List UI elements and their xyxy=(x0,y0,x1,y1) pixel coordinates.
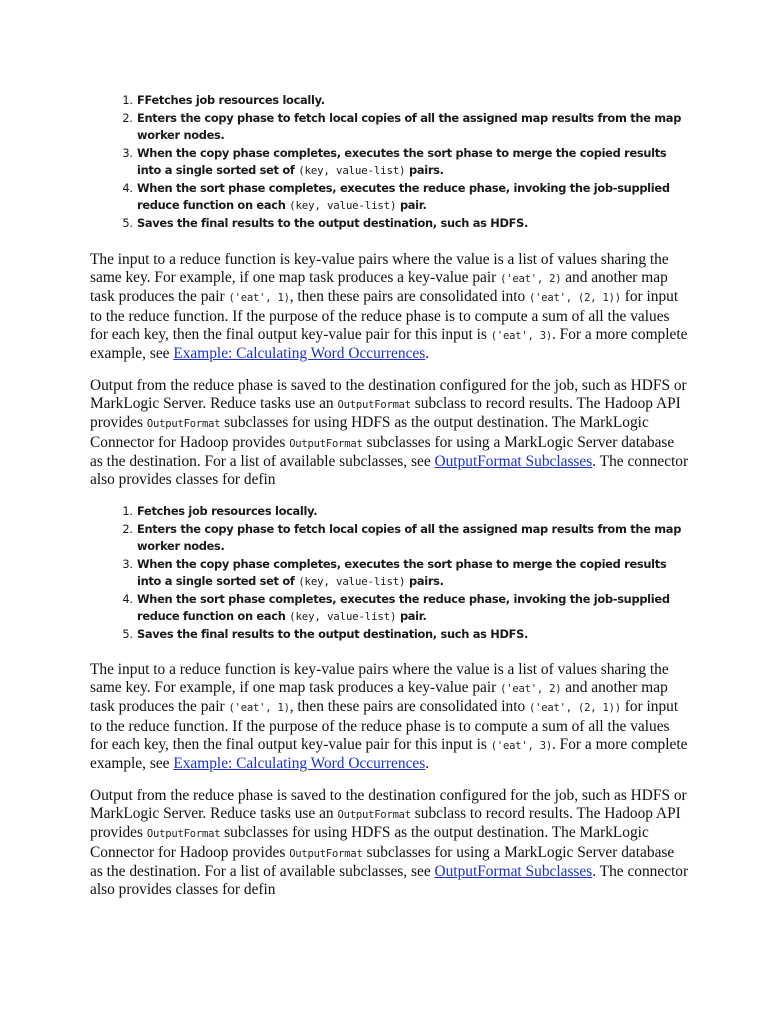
link-outputformat-subclasses[interactable]: OutputFormat Subclasses xyxy=(434,452,593,470)
code-snippet: (key, value-list) xyxy=(298,575,406,588)
steps-list-1 xyxy=(90,92,690,232)
code-snippet: (key, value-list) xyxy=(289,610,397,623)
paragraph-reduce-output: Output from the reduce phase is saved to the destination configured for the job, such as HDFS or MarkLogic Server. Reduce tasks use an OutputFormat subclass to record results. The Hadoop API provides OutputFormat subclasses for using HDFS as the output destination. The MarkLogic Connector for Hadoop provides OutputFormat subclasses for using a MarkLogic Server database as the destination. For a list of available subclasses, see OutputFormat Subclasses. The connector also provides classes for defin xyxy=(90,787,689,899)
code-snippet: ('eat', 2) xyxy=(500,273,562,286)
code-snippet: OutputFormat xyxy=(337,809,411,822)
code-snippet: ('eat', (2, 1)) xyxy=(529,702,621,715)
steps-list-1-wrapper xyxy=(90,92,690,232)
code-snippet: (key, value-list) xyxy=(298,164,406,177)
step-item: 2. Enters the copy phase to fetch local copies of all the assigned map results from the map worker nodes. xyxy=(136,521,690,556)
step-item: 1. Fetches job resources locally. xyxy=(136,503,690,521)
link-word-occurrences[interactable]: Example: Calculating Word Occurrences xyxy=(173,345,426,363)
code-snippet: (key, value-list) xyxy=(289,199,397,212)
code-snippet: ('eat', 3) xyxy=(490,329,552,342)
code-snippet: ('eat', 3) xyxy=(490,739,552,752)
step-item: 2. Enters the copy phase to fetch local copies of all the assigned map results from the map worker nodes. xyxy=(136,110,690,145)
code-snippet: OutputFormat xyxy=(146,418,221,431)
step-item: 5. Saves the final results to the output destination, such as HDFS. xyxy=(136,215,690,233)
steps-list-2-wrapper xyxy=(90,503,690,643)
step-item: 4. When the sort phase completes, executes the reduce phase, invoking the job-supplied reduce function on each (key, value-list) pair. xyxy=(136,591,690,626)
paragraph-reduce-input-1-wrapper xyxy=(90,251,690,363)
paragraph-reduce-output: Output from the reduce phase is saved to the destination configured for the job, such as HDFS or MarkLogic Server. Reduce tasks use an OutputFormat subclass to record results. The Hadoop API provides OutputFormat subclasses for using HDFS as the output destination. The MarkLogic Connector for Hadoop provides OutputFormat subclasses for using a MarkLogic Server database as the destination. For a list of available subclasses, see OutputFormat Subclasses. The connector also provides classes for defin xyxy=(90,377,689,489)
step-item: 5. Saves the final results to the output destination, such as HDFS. xyxy=(136,626,690,644)
paragraph-reduce-output-1-wrapper xyxy=(90,377,690,489)
step-item: 3. When the copy phase completes, executes the sort phase to merge the copied results into a single sorted set of (key, value-list) pairs. xyxy=(136,145,690,180)
step-item: 3. When the copy phase completes, executes the sort phase to merge the copied results into a single sorted set of (key, value-list) pairs. xyxy=(136,556,690,591)
paragraph-reduce-input: The input to a reduce function is key-value pairs where the value is a list of values sharing the same key. For example, if one map task produces a key-value pair ('eat', 2) and another map task produces the pair ('eat', 1), then these pairs are consolidated into ('eat', (2, 1)) for input to the reduce function. If the purpose of the reduce phase is to compute a sum of all the values for each key, then the final output key-value pair for this input is ('eat', 3). For a more complete example, see Example: Calculating Word Occurrences. xyxy=(90,661,688,773)
code-snippet: ('eat', (2, 1)) xyxy=(529,292,621,305)
code-snippet: ('eat', 1) xyxy=(228,292,290,305)
step-item: 1. FFetches job resources locally. xyxy=(136,92,690,110)
code-snippet: ('eat', 1) xyxy=(228,702,290,715)
code-snippet: OutputFormat xyxy=(289,437,363,450)
step-item: 4. When the sort phase completes, executes the reduce phase, invoking the job-supplied reduce function on each (key, value-list) pair. xyxy=(136,180,690,215)
code-snippet: ('eat', 2) xyxy=(500,683,562,696)
paragraph-reduce-input: The input to a reduce function is key-value pairs where the value is a list of values sharing the same key. For example, if one map task produces a key-value pair ('eat', 2) and another map task produces the pair ('eat', 1), then these pairs are consolidated into ('eat', (2, 1)) for input to the reduce function. If the purpose of the reduce phase is to compute a sum of all the values for each key, then the final output key-value pair for this input is ('eat', 3). For a more complete example, see Example: Calculating Word Occurrences. xyxy=(90,251,688,363)
paragraph-reduce-input-2-wrapper xyxy=(90,661,690,773)
link-word-occurrences[interactable]: Example: Calculating Word Occurrences xyxy=(173,755,426,773)
link-outputformat-subclasses[interactable]: OutputFormat Subclasses xyxy=(434,862,593,880)
paragraph-reduce-output-2-wrapper xyxy=(90,787,690,899)
code-snippet: OutputFormat xyxy=(337,399,411,412)
steps-list-2 xyxy=(90,503,690,643)
code-snippet: OutputFormat xyxy=(289,847,363,860)
code-snippet: OutputFormat xyxy=(146,828,221,841)
